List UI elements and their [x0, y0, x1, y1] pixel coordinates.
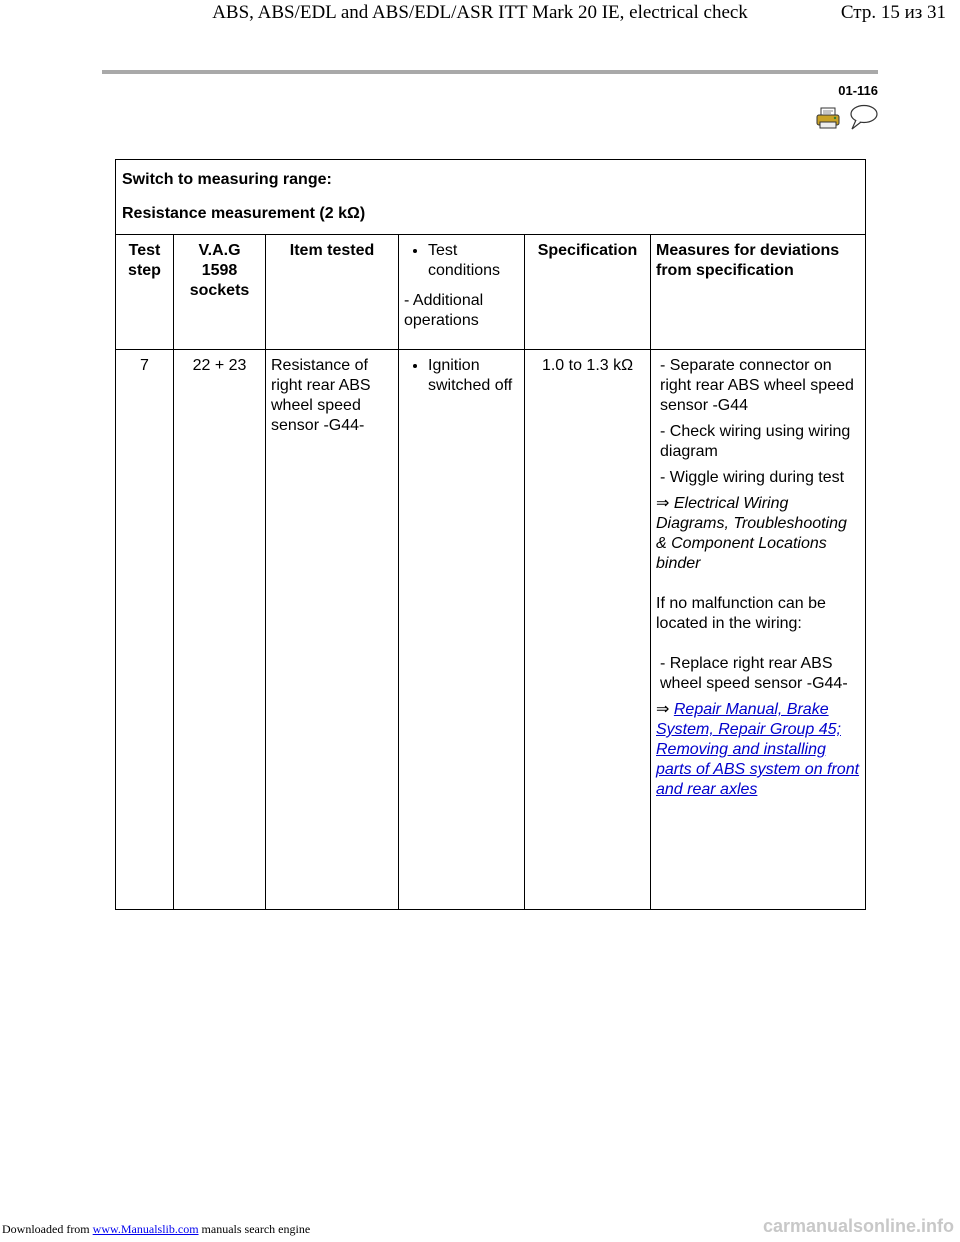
row-conditions — [399, 350, 525, 910]
reference-arrow: ⇒ — [656, 495, 670, 512]
repair-manual-reference — [656, 700, 860, 800]
header-measures: Measures for deviations from specification — [651, 235, 866, 350]
measuring-range-line2: Resistance measurement (2 kΩ) — [122, 205, 366, 222]
measure-wiggle-wiring: - Wiggle wiring during test — [660, 469, 845, 486]
page-counter: Стр. 15 из 31 — [840, 2, 946, 23]
wiring-diagram-reference — [656, 494, 860, 574]
header-test-conditions: • Test conditions — [428, 241, 519, 281]
comment-bubble-icon[interactable] — [848, 104, 878, 130]
measure-replace-sensor: - Replace right rear ABS wheel speed sensor -G44- — [660, 655, 848, 692]
wiring-diagrams-binder-text: Electrical Wiring Diagrams, Troubleshooting & Component Locations binder — [656, 495, 847, 572]
header-item-tested: Item tested — [266, 235, 399, 350]
measure-check-wiring: - Check wiring using wiring diagram — [660, 423, 851, 460]
no-malfunction-note: If no malfunction can be located in the wiring: — [656, 595, 826, 632]
downloaded-from-text: Downloaded from — [2, 1222, 90, 1236]
watermark: carmanualsonline.info — [762, 1216, 954, 1236]
header-conditions — [399, 235, 525, 350]
row-measures — [651, 350, 866, 910]
row-test-step: 7 — [116, 350, 174, 910]
repair-manual-link[interactable]: Repair Manual, Brake System, Repair Group 45; Removing and installing parts of ABS system on front and rear axles — [656, 701, 860, 798]
reference-arrow: ⇒ — [656, 701, 670, 718]
header-sockets: V.A.G 1598 sockets — [174, 235, 266, 350]
row-specification: 1.0 to 1.3 kΩ — [525, 350, 651, 910]
document-title: ABS, ABS/EDL and ABS/EDL/ASR ITT Mark 20 IE, electrical check — [212, 2, 748, 23]
page-code: 01-116 — [838, 83, 878, 98]
header-specification: Specification — [525, 235, 651, 350]
measure-separate-connector: - Separate connector on right rear ABS wheel speed sensor -G44 — [660, 357, 854, 414]
footer-tagline: manuals search engine — [201, 1222, 311, 1236]
header-additional-operations: - Additional operations — [404, 292, 484, 329]
measuring-range-line1: Switch to measuring range: — [122, 171, 332, 188]
spec-table — [115, 159, 866, 910]
header-rule — [102, 70, 878, 74]
manualslib-link[interactable]: www.Manualslib.com — [92, 1222, 199, 1236]
row-sockets: 22 + 23 — [174, 350, 266, 910]
download-footer — [2, 1222, 310, 1237]
row-condition-item: • Ignition switched off — [428, 356, 519, 396]
row-item-tested: Resistance of right rear ABS wheel speed sensor -G44- — [266, 350, 399, 910]
header-test-step: Test step — [116, 235, 174, 350]
measuring-range-cell — [116, 160, 866, 235]
printer-icon[interactable] — [816, 107, 840, 129]
